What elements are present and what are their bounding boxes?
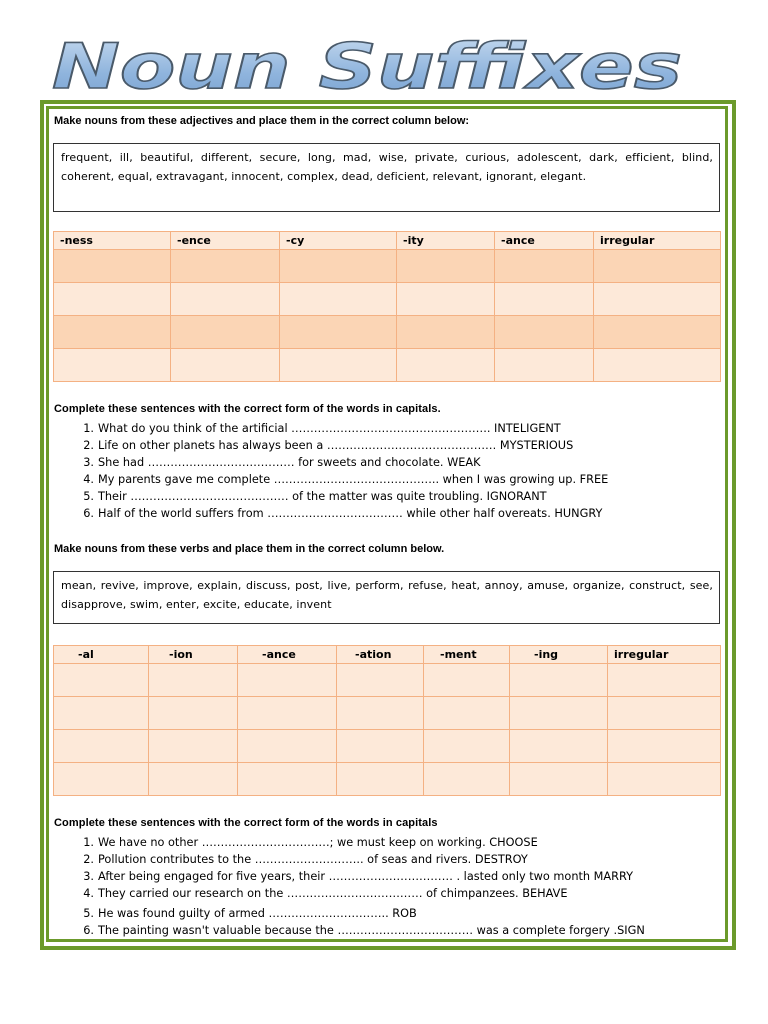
column-header: -ness: [54, 232, 171, 250]
table-row: [54, 316, 721, 349]
answer-cell[interactable]: [337, 697, 424, 730]
list-item: [54, 851, 714, 868]
column-header: -al: [54, 646, 149, 664]
table-row: [54, 763, 721, 796]
column-header: -ance: [495, 232, 594, 250]
answer-cell[interactable]: [54, 250, 171, 283]
answer-cell[interactable]: [510, 763, 608, 796]
column-header: -ion: [149, 646, 238, 664]
sentence-number: 4.: [83, 887, 94, 900]
table-row: [54, 283, 721, 316]
sentence-number: 2.: [83, 853, 94, 866]
adjectives-suffix-table: [53, 231, 721, 382]
page-title-text: Noun Suffixes: [52, 30, 682, 102]
answer-cell[interactable]: [54, 730, 149, 763]
answer-cell[interactable]: [280, 349, 397, 382]
answer-cell[interactable]: [54, 283, 171, 316]
answer-cell[interactable]: [397, 283, 495, 316]
answer-cell[interactable]: [424, 664, 510, 697]
sentence-number: 6.: [83, 924, 94, 937]
answer-cell[interactable]: [171, 316, 280, 349]
table-row: [54, 730, 721, 763]
answer-cell[interactable]: [594, 250, 721, 283]
column-header: irregular: [608, 646, 721, 664]
answer-cell[interactable]: [280, 250, 397, 283]
answer-cell[interactable]: [149, 763, 238, 796]
answer-cell[interactable]: [149, 697, 238, 730]
table-row: [54, 664, 721, 697]
list-item: [54, 471, 714, 488]
list-item: [54, 834, 714, 851]
answer-cell[interactable]: [238, 763, 337, 796]
sentence-text: She had ………………………………… for sweets and chocolate. WEAK: [98, 456, 481, 469]
column-header: -ity: [397, 232, 495, 250]
answer-cell[interactable]: [280, 316, 397, 349]
answer-cell[interactable]: [337, 730, 424, 763]
answer-cell[interactable]: [280, 283, 397, 316]
sentence-number: 1.: [83, 836, 94, 849]
section1-heading: Make nouns from these adjectives and place them in the correct column below:: [54, 115, 470, 127]
sentence-text: My parents gave me complete …………………………………….. when I was growing up. FREE: [98, 473, 609, 486]
section2-heading: Complete these sentences with the correct form of the words in capitals.: [54, 403, 441, 415]
sentence-text: Their …………………………………… of the matter was quite troubling. IGNORANT: [98, 490, 547, 503]
verbs-suffix-table: [53, 645, 721, 796]
answer-cell[interactable]: [149, 664, 238, 697]
list-item: [54, 437, 714, 454]
answer-cell[interactable]: [397, 250, 495, 283]
answer-cell[interactable]: [510, 664, 608, 697]
sentence-number: 3.: [83, 456, 94, 469]
answer-cell[interactable]: [54, 316, 171, 349]
sentence-list-2: [54, 834, 714, 939]
answer-cell[interactable]: [594, 349, 721, 382]
table-row: [54, 697, 721, 730]
sentence-number: 1.: [83, 422, 94, 435]
answer-cell[interactable]: [424, 697, 510, 730]
sentence-text: We have no other …………………………….; we must keep on working. CHOOSE: [98, 836, 538, 849]
sentence-number: 4.: [83, 473, 94, 486]
table-row: [54, 349, 721, 382]
answer-cell[interactable]: [171, 250, 280, 283]
answer-cell[interactable]: [608, 664, 721, 697]
list-item: [54, 488, 714, 505]
sentence-text: Pollution contributes to the ……………………….. of seas and rivers. DESTROY: [98, 853, 528, 866]
answer-cell[interactable]: [495, 316, 594, 349]
sentence-text: Life on other planets has always been a ……………………………………… MYSTERIOUS: [98, 439, 574, 452]
answer-cell[interactable]: [238, 664, 337, 697]
answer-cell[interactable]: [54, 349, 171, 382]
list-item: [54, 505, 714, 522]
answer-cell[interactable]: [424, 763, 510, 796]
answer-cell[interactable]: [495, 250, 594, 283]
list-item: [54, 454, 714, 471]
answer-cell[interactable]: [510, 697, 608, 730]
column-header: -ance: [238, 646, 337, 664]
answer-cell[interactable]: [397, 349, 495, 382]
answer-cell[interactable]: [149, 730, 238, 763]
answer-cell[interactable]: [238, 697, 337, 730]
table-header-row: [54, 232, 721, 250]
answer-cell[interactable]: [54, 697, 149, 730]
sentence-text: Half of the world suffers from ……………………………… while other half overeats. HUNGRY: [98, 507, 603, 520]
answer-cell[interactable]: [171, 283, 280, 316]
sentence-text: They carried our research on the ……………………………… of chimpanzees. BEHAVE: [98, 887, 568, 900]
section3-heading: Make nouns from these verbs and place them in the correct column below.: [54, 543, 445, 555]
list-item: [54, 885, 714, 902]
answer-cell[interactable]: [594, 316, 721, 349]
answer-cell[interactable]: [495, 349, 594, 382]
answer-cell[interactable]: [54, 763, 149, 796]
list-item: [54, 420, 714, 437]
table-row: [54, 250, 721, 283]
section4-heading: Complete these sentences with the correct form of the words in capitals: [54, 817, 438, 829]
answer-cell[interactable]: [171, 349, 280, 382]
answer-cell[interactable]: [54, 664, 149, 697]
sentence-number: 5.: [83, 490, 94, 503]
adjectives-word-box: frequent, ill, beautiful, different, secure, long, mad, wise, private, curious, adolescent, dark, efficient, blind, coherent, equal, extravagant, innocent, complex, dead, deficient, relevant, ignorant, elegant.: [53, 143, 720, 212]
answer-cell[interactable]: [608, 730, 721, 763]
list-item: [54, 905, 714, 922]
sentence-number: 6.: [83, 507, 94, 520]
answer-cell[interactable]: [594, 283, 721, 316]
verbs-word-box: mean, revive, improve, explain, discuss, post, live, perform, refuse, heat, annoy, amuse, organize, construct, see, disapprove, swim, enter, excite, educate, invent: [53, 571, 720, 624]
answer-cell[interactable]: [397, 316, 495, 349]
column-header: irregular: [594, 232, 721, 250]
column-header: -cy: [280, 232, 397, 250]
list-item: [54, 922, 714, 939]
sentence-number: 2.: [83, 439, 94, 452]
column-header: -ence: [171, 232, 280, 250]
answer-cell[interactable]: [608, 763, 721, 796]
answer-cell[interactable]: [238, 730, 337, 763]
answer-cell[interactable]: [337, 664, 424, 697]
column-header: -ing: [510, 646, 608, 664]
answer-cell[interactable]: [424, 730, 510, 763]
answer-cell[interactable]: [495, 283, 594, 316]
sentence-text: What do you think of the artificial …………………………………………….. INTELIGENT: [98, 422, 561, 435]
sentence-text: After being engaged for five years, their …………………………… . lasted only two month MARRY: [98, 870, 634, 883]
answer-cell[interactable]: [510, 730, 608, 763]
sentence-text: The painting wasn't valuable because the ……………………………… was a complete forgery .SIGN: [98, 924, 645, 937]
list-item: [54, 868, 714, 885]
answer-cell[interactable]: [337, 763, 424, 796]
sentence-number: 5.: [83, 907, 94, 920]
table-header-row: [54, 646, 721, 664]
column-header: -ation: [337, 646, 424, 664]
sentence-number: 3.: [83, 870, 94, 883]
sentence-text: He was found guilty of armed ………………………….. ROB: [98, 907, 417, 920]
column-header: -ment: [424, 646, 510, 664]
answer-cell[interactable]: [608, 697, 721, 730]
sentence-list-1: [54, 420, 714, 522]
